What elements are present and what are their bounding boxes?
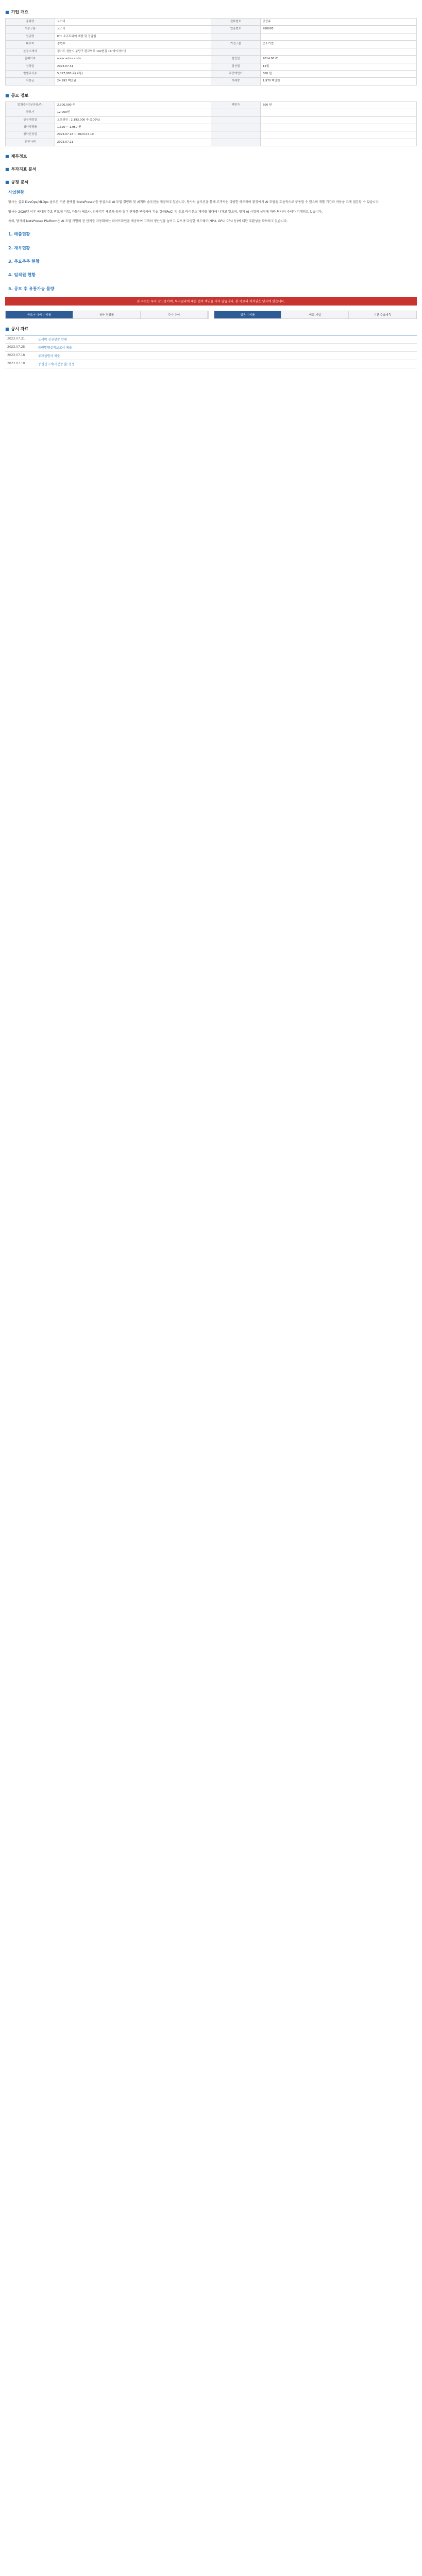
field-label: 전환가액: [6, 139, 55, 146]
field-value: www.notice.co.kr: [55, 56, 211, 63]
field-value: [260, 109, 416, 116]
chart-tab[interactable]: 주가 추이: [141, 311, 208, 318]
news-item[interactable]: [5, 360, 417, 368]
news-date: 2023.07.10: [7, 362, 25, 366]
field-label: [211, 33, 261, 40]
holdings-heading: 5. 공모 후 유통가능 물량: [8, 286, 55, 291]
section-title-valuation: ■ 투자지표 분석: [5, 167, 37, 172]
field-label: 자본금: [6, 78, 55, 85]
table-row: [6, 109, 417, 116]
field-value: 오프라인 : 2,193,000 주 (100%): [55, 116, 211, 124]
brief-paragraph: 당사는 2020년 이후 국내외 주요 반도체 기업, 자동차 제조사, 전자기기 제조사 등과 협력 관계를 구축하여 기술 검증(PoC) 및 유료 라이선스 계약을 확대해 나가고 있으며, 엣지 AI 시장의 성장에 따라 당사의 수혜가 기대되고 있습니다.: [8, 210, 323, 214]
chart-tab[interactable]: 기관 수요예측: [349, 311, 416, 318]
field-value: 공공주: [260, 19, 416, 26]
field-value: 12월: [260, 63, 416, 70]
news-date: 2023.07.18: [7, 353, 25, 358]
section-title-share: ■ 공모 정보: [5, 93, 29, 98]
field-value: 2,300,000 주: [55, 101, 211, 109]
section-title-financials: ■ 재무정보: [5, 154, 27, 159]
field-label: 청약신청일: [6, 131, 55, 139]
news-title-link[interactable]: 투자설명서 제출: [38, 354, 60, 359]
field-label: [211, 124, 261, 131]
square-bullet-icon: ■: [5, 10, 9, 14]
news-date: 2023.07.31: [7, 337, 25, 341]
news-item[interactable]: [5, 344, 417, 352]
table-row: [6, 41, 417, 48]
news-title-link[interactable]: 노서비 신규상장 안내: [38, 338, 67, 342]
status-heading: 2. 재무현황: [8, 245, 30, 250]
field-label: 대표자: [6, 41, 55, 48]
field-label: [211, 48, 261, 55]
table-row: [6, 56, 417, 63]
section-title-news: ■ 공시 자료: [5, 327, 29, 332]
field-value: [260, 131, 416, 139]
business-brief: [5, 189, 417, 293]
field-value: 24,993 백만원: [55, 78, 211, 85]
field-value: 2023.07.18 ~ 2023.07.19: [55, 131, 211, 139]
field-label: 업종번호: [211, 26, 261, 33]
table-row: [6, 116, 417, 124]
news-item[interactable]: [5, 335, 417, 344]
field-label: [211, 116, 261, 124]
right-chart-box: [214, 311, 417, 319]
square-bullet-icon: ■: [5, 180, 9, 185]
field-label: 업종명: [6, 33, 55, 40]
field-value: IT소 소프트웨어 개발 및 공급업: [55, 33, 211, 40]
field-label: 상장일: [6, 63, 55, 70]
field-label: 본점소재지: [6, 48, 55, 55]
table-row: [6, 101, 417, 109]
news-date: 2023.07.25: [7, 345, 25, 349]
table-row: [6, 33, 417, 40]
chart-tab[interactable]: 청약 경쟁률: [73, 311, 141, 318]
table-row: [6, 63, 417, 70]
square-bullet-icon: ■: [5, 93, 9, 98]
brief-paragraph: 당사는 실효 DevOps/MLOps 솔루션 기반 플랫폼 'NetsPresso'를 중심으로 AI 모델 경량화 및 최적화 솔루션을 제공하고 있습니다. 당사의 솔루션을 통해 고객사는 다양한 하드웨어 환경에서 AI 모델을 효율적으로 구동할 수 있으며 개발 기간과 비용을 크게 절감할 수 있습니다.: [8, 200, 380, 204]
field-value: 500 원: [260, 70, 416, 77]
news-title-link[interactable]: 증권신고서(지분증권) 정정: [38, 363, 75, 367]
left-chart-box: [5, 311, 209, 319]
field-label: [211, 131, 261, 139]
section-title-overview: ■ 기업 개요: [5, 10, 29, 14]
field-label: 액면가: [211, 101, 261, 109]
field-value: 중소기업: [260, 41, 416, 48]
news-list: [5, 335, 417, 368]
brief-heading: 사업현황: [8, 190, 24, 195]
field-label: 청약경쟁률: [6, 124, 55, 131]
table-row: [6, 26, 417, 33]
field-label: 전화번호: [211, 19, 261, 26]
field-value: 2023.07.21: [55, 139, 211, 146]
table-row: [6, 70, 417, 77]
field-value: 988085: [260, 26, 416, 33]
table-row: [6, 48, 417, 55]
field-value: 500 원: [260, 101, 416, 109]
field-label: 거래량: [211, 78, 261, 85]
field-label: 설립일: [211, 56, 261, 63]
chart-tab[interactable]: 업종 수익률: [214, 311, 282, 318]
field-label: 발행주식수(단위:주): [6, 101, 55, 109]
square-bullet-icon: ■: [5, 167, 9, 172]
sales-heading: 1. 매출현황: [8, 232, 30, 237]
field-value: 5,027,993 주(보통): [55, 70, 211, 77]
field-label: 기업구분: [211, 41, 261, 48]
field-value: 경기도 성남시 분당구 판교역로 192번길 16 에이치아이: [55, 48, 211, 55]
field-label: 종목명: [6, 19, 55, 26]
table-row: [6, 124, 417, 131]
ipo-charts: [5, 311, 417, 319]
overview-table: [5, 18, 417, 86]
field-label: 홈페이지: [6, 56, 55, 63]
field-label: 주당액면가: [211, 70, 261, 77]
field-value: [260, 33, 416, 40]
brief-paragraph: 특히, 당사의 NetsPresso Platform은 AI 모델 개발의 전 단계를 자동화하는 파이프라인을 제공하여 고객의 생산성을 높이고 있으며 다양한 하드웨어(NPU, GPU, CPU 등)에 대한 호환성을 확보하고 있습니다.: [8, 219, 288, 224]
share-info-table: [5, 101, 417, 147]
field-label: [211, 139, 261, 146]
table-row: [6, 131, 417, 139]
field-value: 12,000원: [55, 109, 211, 116]
field-value: 노서비: [55, 19, 211, 26]
disclaimer-banner: 본 자료는 투자 참고용이며, 투자결과에 대한 법적 책임을 지지 않습니다. 본 자료의 저작권은 당사에 있습니다.: [5, 297, 417, 306]
field-label: 상장예정일: [6, 116, 55, 124]
shareholders-heading: 3. 주요주주 현황: [8, 259, 40, 264]
field-value: [260, 116, 416, 124]
field-value: 2014.08.01: [260, 56, 416, 63]
square-bullet-icon: ■: [5, 154, 9, 159]
field-label: [211, 109, 261, 116]
field-value: 1,970 백만원: [260, 78, 416, 85]
field-value: [260, 48, 416, 55]
news-item[interactable]: [5, 352, 417, 360]
employees-heading: 4. 임직원 현황: [8, 273, 36, 278]
field-value: 정현수: [55, 41, 211, 48]
field-label: 발행주식수: [6, 70, 55, 77]
field-value: 코스닥: [55, 26, 211, 33]
field-label: 결산월: [211, 63, 261, 70]
square-bullet-icon: ■: [5, 327, 9, 332]
field-label: 공모가: [6, 109, 55, 116]
field-value: [260, 139, 416, 146]
field-value: 1,620 ~ 1,950 원: [55, 124, 211, 131]
field-value: [260, 124, 416, 131]
table-row: [6, 139, 417, 146]
chart-tab[interactable]: 비교 기업: [281, 311, 349, 318]
field-value: 2023.07.31: [55, 63, 211, 70]
table-row: [6, 78, 417, 85]
chart-tab[interactable]: 공모가 대비 수익률: [6, 311, 73, 318]
news-title-link[interactable]: 증권발행실적보고서 제출: [38, 346, 72, 350]
table-row: [6, 19, 417, 26]
field-label: 시장구분: [6, 26, 55, 33]
section-title-report: ■ 공정 분석: [5, 180, 29, 185]
